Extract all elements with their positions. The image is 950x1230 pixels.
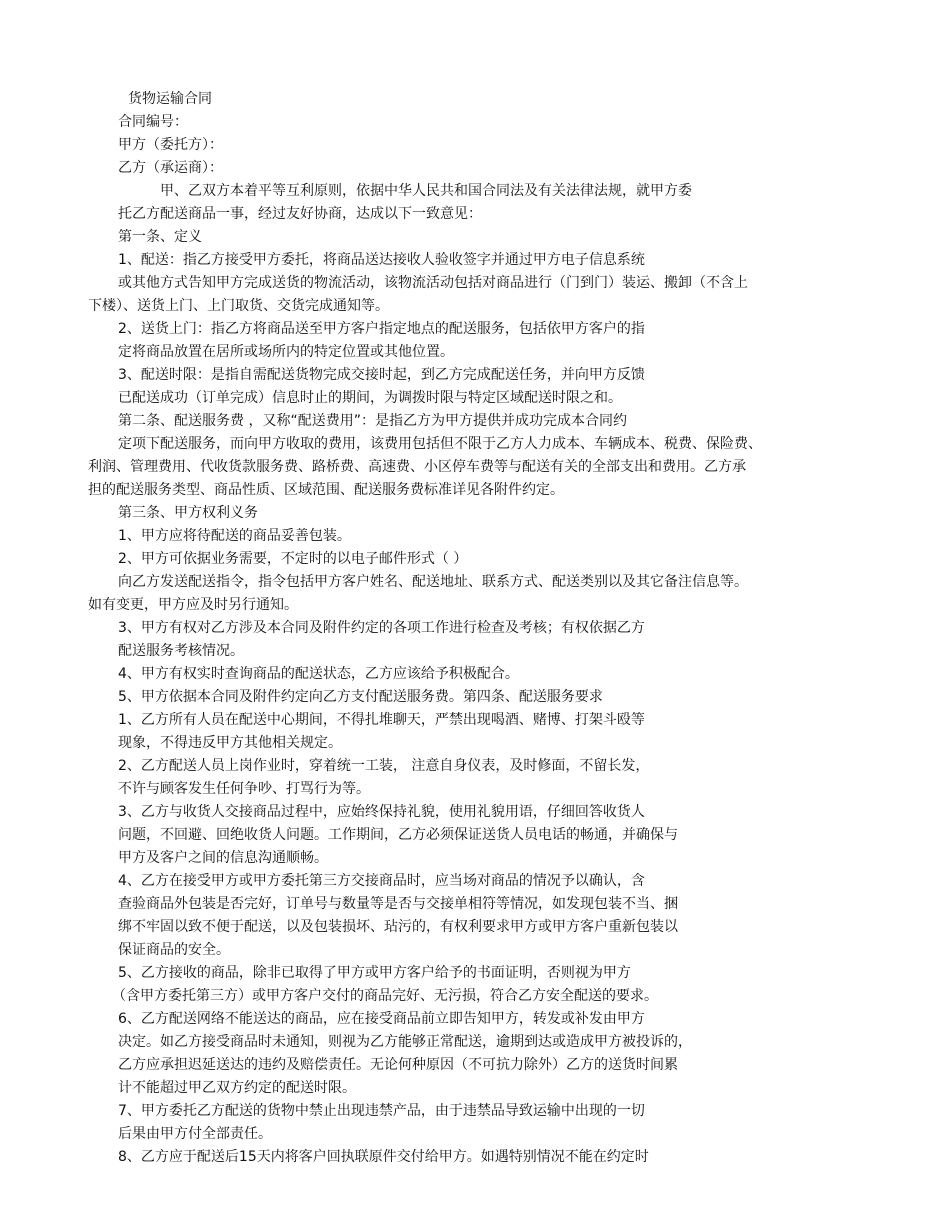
clause-line: 2、送货上门：指乙方将商品送至甲方客户指定地点的配送服务，包括依甲方客户的指 (118, 321, 645, 337)
clause-line: 问题，不回避、回绝收货人问题。工作期间，乙方必须保证送货人员电话的畅通，并确保与 (118, 827, 678, 843)
clause-line: 5、甲方依据本合同及附件约定向乙方支付配送服务费。第四条、配送服务要求 (118, 689, 603, 705)
clause-line: 计不能超过甲乙双方约定的配送时限。 (118, 1080, 356, 1096)
document-title: 货物运输合同 (128, 91, 212, 107)
clause-line: （含甲方委托第三方）或甲方客户交付的商品完好、无污损，符合乙方安全配送的要求。 (112, 988, 658, 1004)
clause-line: 7、甲方委托乙方配送的货物中禁止出现违禁产品，由于违禁品导致运输中出现的一切 (118, 1103, 645, 1119)
clause-line: 8、乙方应于配送后15天内将客户回执联原件交付给甲方。如遇特别情况不能在约定时 (118, 1149, 649, 1165)
preamble-line: 甲、乙双方本着平等互利原则，依据中华人民共和国合同法及有关法律法规，就甲方委 (160, 183, 692, 199)
clause-line: 向乙方发送配送指令，指令包括甲方客户姓名、配送地址、联系方式、配送类别以及其它备注信息等。 (118, 574, 748, 590)
clause-line: 3、乙方与收货人交接商品过程中，应始终保持礼貌，使用礼貌用语，仔细回答收货人 (118, 804, 645, 820)
clause-line: 2、甲方可依据业务需要，不定时的以电子邮件形式（ ） (118, 551, 468, 567)
clause-line: 现象，不得违反甲方其他相关规定。 (118, 735, 342, 751)
clause-line: 担的配送服务类型、商品性质、区域范围、配送服务费标准详见各附件约定。 (88, 482, 564, 498)
clause-line: 2、乙方配送人员上岗作业时，穿着统一工装， 注意自身仪表，及时修面，不留长发， (118, 758, 650, 774)
clause-line: 后果由甲方付全部责任。 (118, 1126, 272, 1142)
clause-line: 1、乙方所有人员在配送中心期间，不得扎堆聊天，严禁出现喝酒、赌博、打架斗殴等 (118, 712, 645, 728)
party-b-line: 乙方（承运商）： (118, 160, 223, 176)
clause-line: 甲方及客户之间的信息沟通顺畅。 (118, 850, 328, 866)
clause-line: 3、甲方有权对乙方涉及本合同及附件约定的各项工作进行检查及考核；有权依据乙方 (118, 620, 645, 636)
clause-line: 配送服务考核情况。 (118, 643, 244, 659)
clause-line: 定将商品放置在居所或场所内的特定位置或其他位置。 (118, 344, 454, 360)
clause-line: 下楼）、送货上门、上门取货、交货完成通知等。 (88, 298, 389, 314)
clause-line: 6、乙方配送网络不能送达的商品，应在接受商品前立即告知甲方，转发或补发由甲方 (118, 1011, 645, 1027)
clause-line: 5、乙方接收的商品，除非已取得了甲方或甲方客户给予的书面证明，否则视为甲方 (118, 965, 631, 981)
article-heading: 第二条、配送服务费 ，又称“配送费用”：是指乙方为甲方提供并成功完成本合同约 (118, 413, 627, 429)
clause-line: 保证商品的安全。 (118, 942, 230, 958)
clause-line: 4、乙方在接受甲方或甲方委托第三方交接商品时，应当场对商品的情况予以确认，含 (118, 873, 645, 889)
clause-line: 4、甲方有权实时查询商品的配送状态，乙方应该给予积极配合。 (118, 666, 519, 682)
clause-line: 查验商品外包装是否完好，订单号与数量等是否与交接单相符等情况，如发现包装不当、捆 (118, 896, 678, 912)
party-a-line: 甲方（委托方）： (118, 137, 223, 153)
article-heading: 第三条、甲方权利义务 (118, 505, 258, 521)
clause-line: 决定。如乙方接受商品时未通知，则视为乙方能够正常配送，逾期到达或造成甲方被投诉的， (118, 1034, 692, 1050)
contract-number-line: 合同编号： (118, 114, 188, 130)
clause-line: 乙方应承担迟延送达的违约及赔偿责任。无论何种原因（不可抗力除外）乙方的送货时间累 (118, 1057, 678, 1073)
clause-line: 3、配送时限：是指自需配送货物完成交接时起，到乙方完成配送任务，并向甲方反馈 (118, 367, 645, 383)
clause-line: 定项下配送服务，而向甲方收取的费用，该费用包括但不限于乙方人力成本、车辆成本、税费、保险费、 (118, 436, 762, 452)
clause-line: 利润、管理费用、代收货款服务费、路桥费、高速费、小区停车费等与配送有关的全部支出和费用。乙方承 (88, 459, 746, 475)
clause-line: 1、甲方应将待配送的商品妥善包装。 (118, 528, 351, 544)
preamble-line: 托乙方配送商品一事，经过友好协商，达成以下一致意见： (118, 206, 482, 222)
clause-line: 已配送成功（订单完成）信息时止的期间，为调拨时限与特定区域配送时限之和。 (118, 390, 622, 406)
clause-line: 不许与顾客发生任何争吵、打骂行为等。 (118, 781, 370, 797)
clause-line: 如有变更，甲方应及时另行通知。 (88, 597, 298, 613)
clause-line: 1、配送：指乙方接受甲方委托，将商品送达接收人验收签字并通过甲方电子信息系统 (118, 252, 645, 268)
clause-line: 绑不牢固以致不便于配送，以及包装损坏、玷污的，有权利要求甲方或甲方客户重新包装以 (118, 919, 678, 935)
clause-line: 或其他方式告知甲方完成送货的物流活动，该物流活动包括对商品进行（门到门）装运、搬卸（不含上 (118, 275, 748, 291)
article-heading: 第一条、定义 (118, 229, 202, 245)
